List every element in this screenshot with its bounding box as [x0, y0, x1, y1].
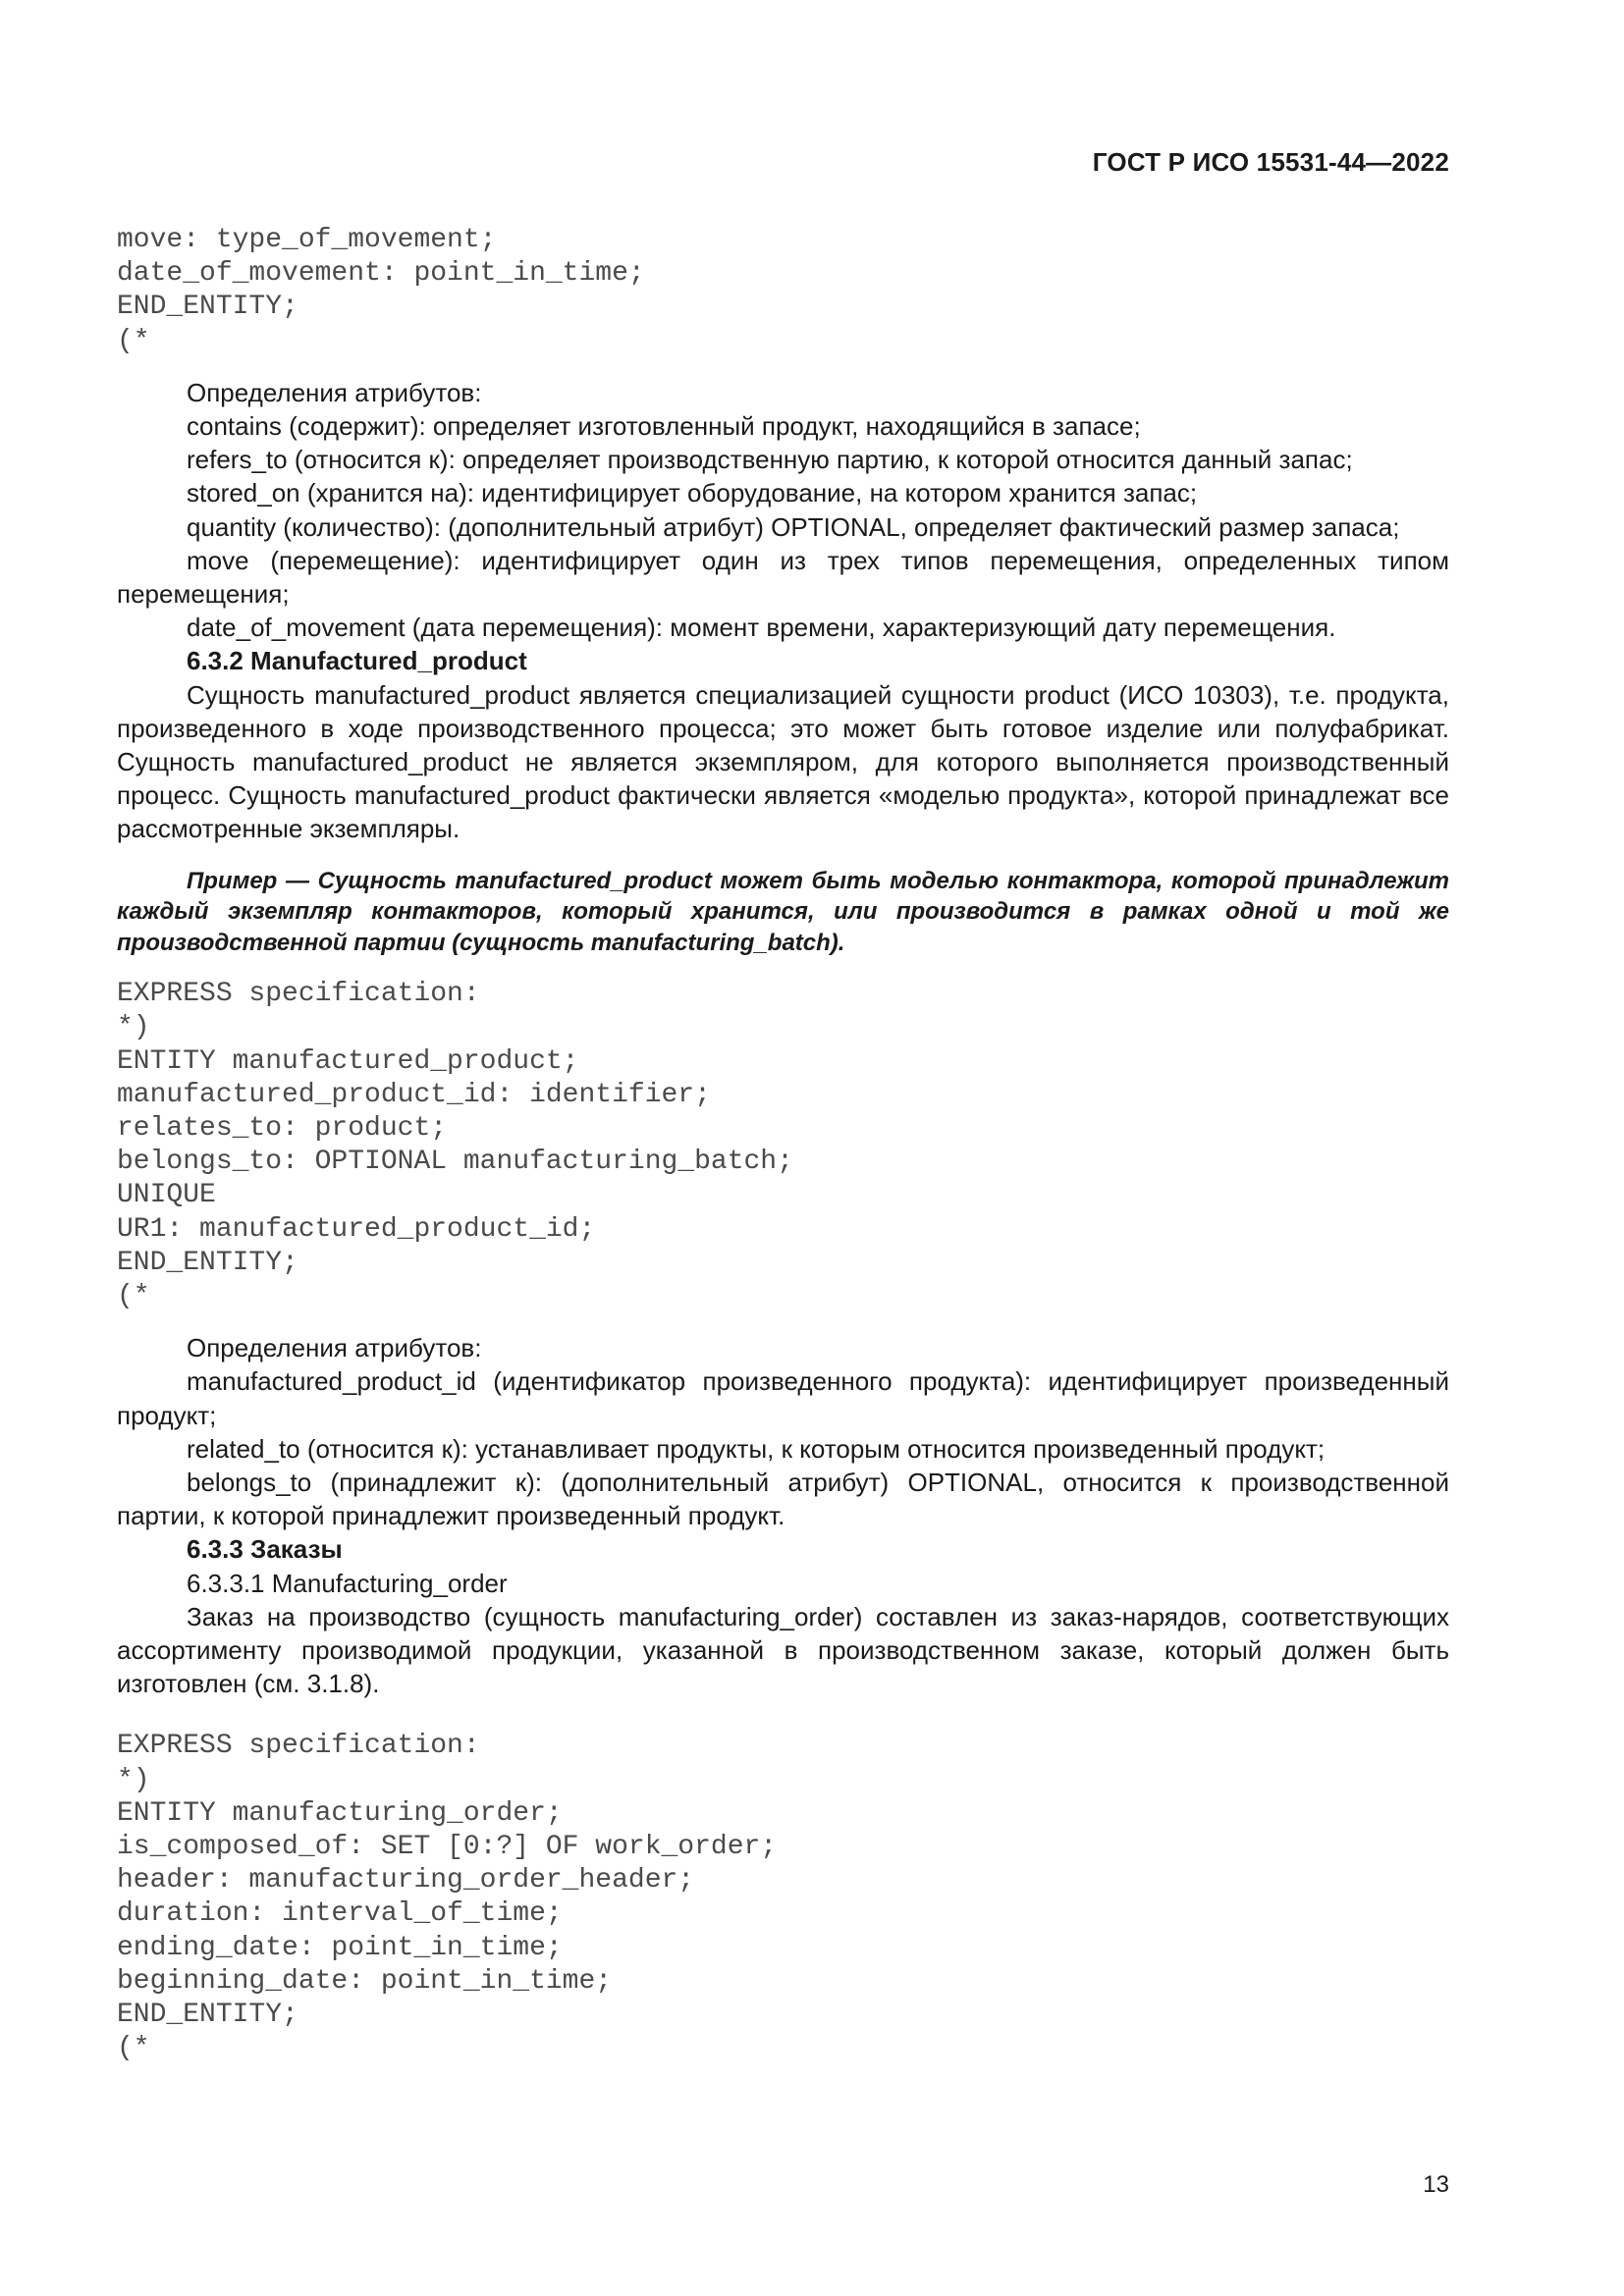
- code-block: [117, 1730, 1449, 2065]
- section-heading: 6.3.3 Заказы: [187, 1534, 343, 1565]
- code-line: (*: [117, 325, 150, 356]
- code-line: date_of_movement: point_in_time;: [117, 258, 645, 290]
- attribute-definition: quantity (количество): (дополнительный атрибут) OPTIONAL, определяет фактический размер запаса;: [187, 511, 1400, 542]
- attribute-definitions-heading: Определения атрибутов:: [187, 1333, 482, 1363]
- code-line: is_composed_of: SET [0:?] OF work_order;: [117, 1832, 778, 1863]
- example-note: Пример — Сущность manufactured_product может быть моделью контактора, которой принадлежит каждый экземпляр контакторов, который хранится, или производится в рамках одной и той же производственной партии (сущность manufacturing_batch).: [117, 867, 1449, 956]
- code-line: END_ENTITY;: [117, 292, 298, 323]
- code-line: duration: interval_of_time;: [117, 1898, 563, 1930]
- code-line: EXPRESS specification:: [117, 979, 480, 1010]
- code-line: ENTITY manufacturing_order;: [117, 1797, 563, 1829]
- code-line: manufactured_product_id: identifier;: [117, 1079, 711, 1110]
- attribute-definition: manufactured_product_id (идентификатор произведенного продукта): идентифицирует произведенный продукт;: [117, 1366, 1449, 1430]
- code-line: END_ENTITY;: [117, 2000, 298, 2031]
- code-line: UNIQUE: [117, 1180, 216, 1211]
- code-line: header: manufacturing_order_header;: [117, 1865, 695, 1896]
- standard-header: ГОСТ Р ИСО 15531-44—2022: [1092, 147, 1449, 177]
- code-line: move: type_of_movement;: [117, 225, 497, 255]
- section-paragraph: Сущность manufactured_product является специализацией сущности product (ИСО 10303), т.е. продукта, произведенного в ходе производственного процесса; это может быть готовое изделие или полуфабрикат. Сущность manufactured_product не является экземпляром, для которого выполняется производственный процесс. Сущность manufactured_product фактически является «моделью продукта», которой принадлежат все рассмотренные экземпляры.: [117, 679, 1449, 844]
- section-heading: 6.3.2 Manufactured_product: [187, 646, 527, 676]
- code-line: UR1: manufactured_product_id;: [117, 1213, 596, 1245]
- attribute-definition: belongs_to (принадлежит к): (дополнительный атрибут) OPTIONAL, относится к производственной партии, к которой принадлежит произведенный продукт.: [117, 1468, 1449, 1531]
- code-line: *): [117, 1012, 150, 1043]
- code-line: belongs_to: OPTIONAL manufacturing_batch;: [117, 1147, 793, 1178]
- code-line: ENTITY manufactured_product;: [117, 1045, 579, 1077]
- code-block: [117, 224, 1449, 358]
- code-line: *): [117, 1764, 150, 1795]
- attribute-definition: date_of_movement (дата перемещения): момент времени, характеризующий дату перемещения.: [187, 613, 1336, 643]
- page-number: 13: [1423, 2171, 1449, 2198]
- attribute-definition: move (перемещение): идентифицирует один из трех типов перемещения, определенных типом перемещения;: [117, 545, 1449, 610]
- page-content: [117, 224, 1449, 2065]
- code-line: EXPRESS specification:: [117, 1731, 480, 1762]
- attribute-definition: contains (содержит): определяет изготовленный продукт, находящийся в запасе;: [187, 411, 1141, 442]
- code-block: [117, 978, 1449, 1313]
- attribute-definition: related_to (относится к): устанавливает продукты, к которым относится произведенный продукт;: [187, 1433, 1326, 1464]
- section-paragraph: Заказ на производство (сущность manufacturing_order) составлен из заказ-нарядов, соответствующих ассортименту производимой продукции, указанной в производственном заказе, который должен быть изготовлен (см. 3.1.8).: [117, 1601, 1449, 1699]
- code-line: relates_to: product;: [117, 1112, 448, 1144]
- subsection-heading: 6.3.3.1 Manufacturing_order: [187, 1568, 508, 1598]
- code-line: END_ENTITY;: [117, 1247, 298, 1278]
- code-line: ending_date: point_in_time;: [117, 1932, 563, 1963]
- attribute-definition: refers_to (относится к): определяет производственную партию, к которой относится данный запас;: [187, 445, 1353, 475]
- code-line: (*: [117, 1280, 150, 1311]
- code-line: beginning_date: point_in_time;: [117, 1965, 613, 1997]
- attribute-definition: stored_on (хранится на): идентифицирует оборудование, на котором хранится запас;: [187, 478, 1198, 508]
- code-line: (*: [117, 2033, 150, 2064]
- attribute-definitions-heading: Определения атрибутов:: [187, 377, 482, 407]
